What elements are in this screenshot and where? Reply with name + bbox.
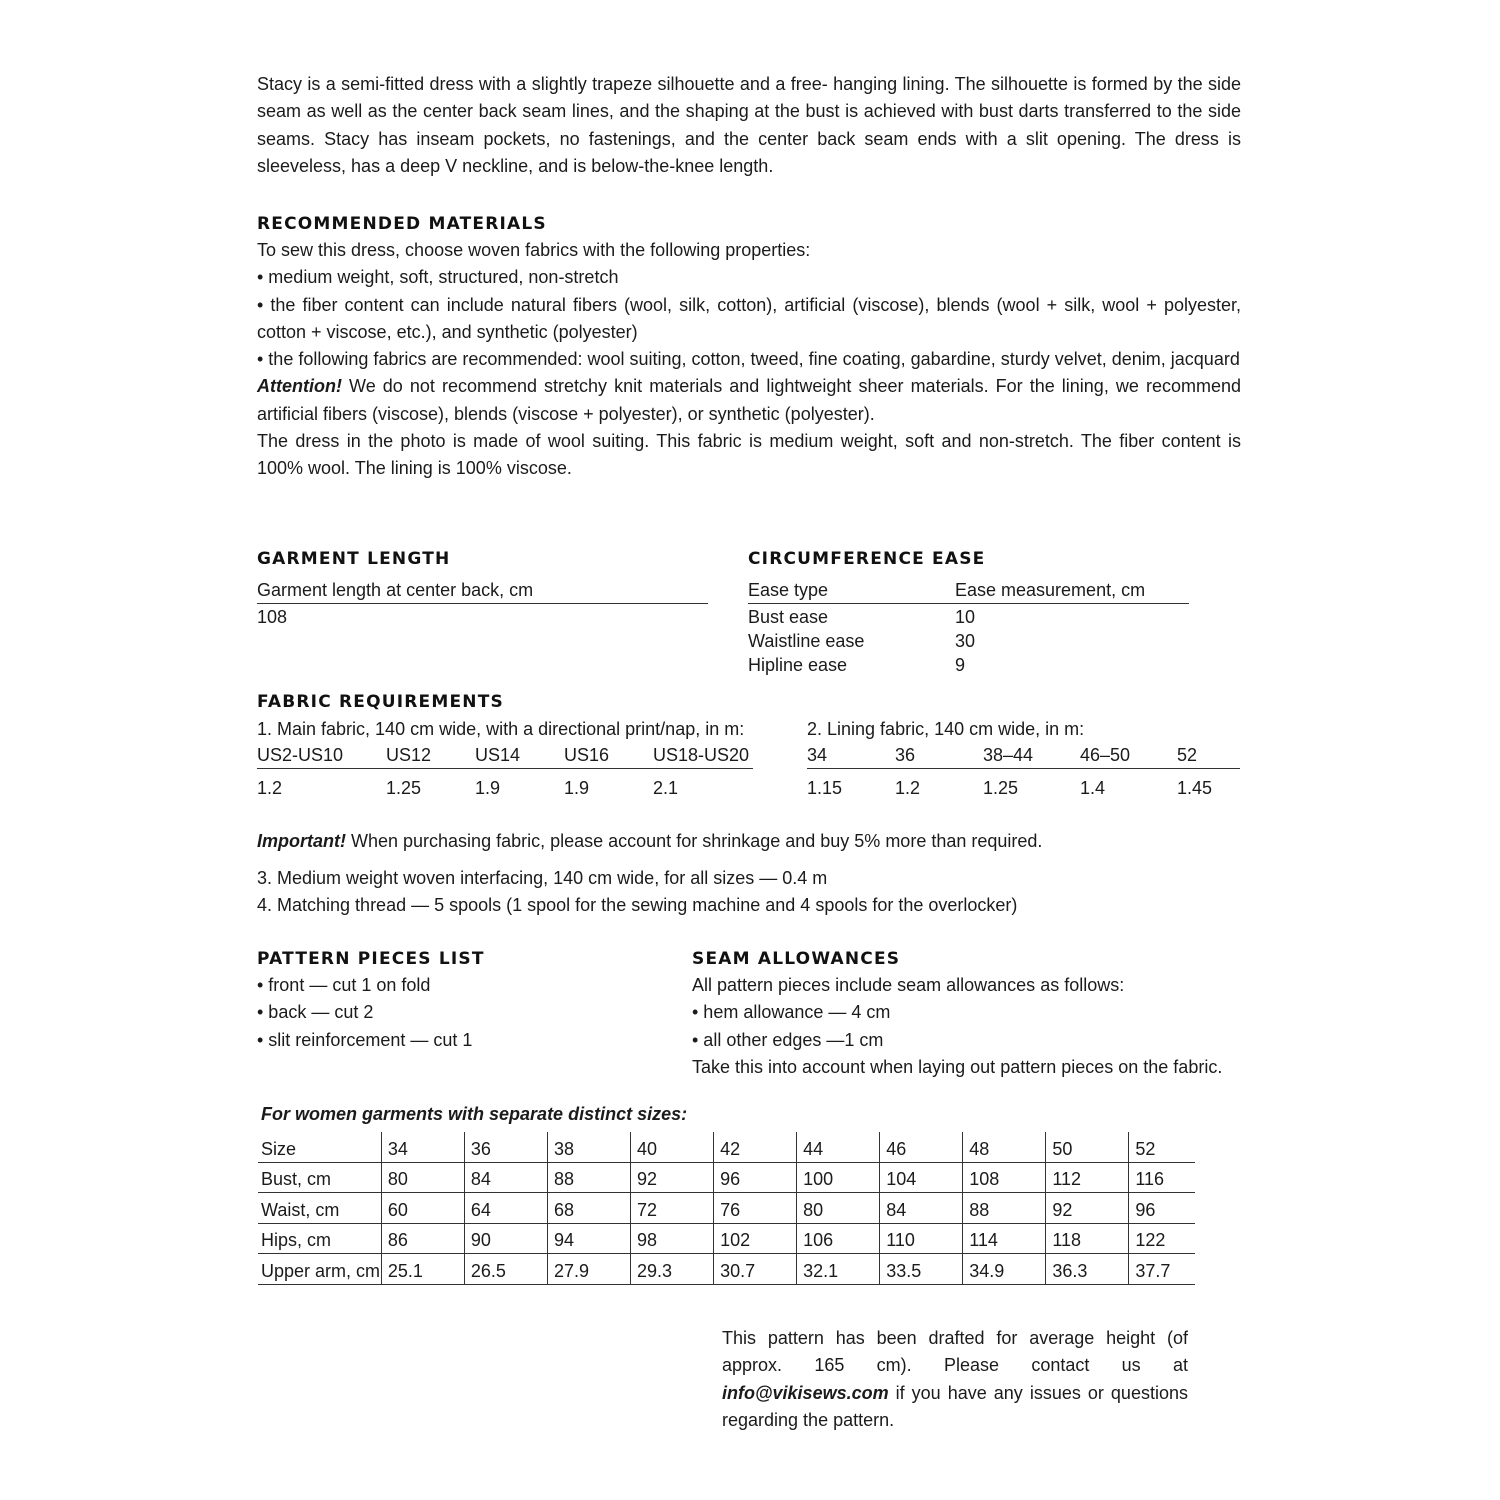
row-label-cell: Upper arm, cm [258, 1254, 381, 1285]
pattern-pieces-heading: PATTERN PIECES LIST [257, 949, 485, 969]
size-cell: 36 [895, 745, 916, 766]
value-cell: 1.2 [895, 778, 921, 799]
size-cell: 52 [1129, 1132, 1195, 1162]
size-cell: 92 [631, 1162, 714, 1193]
size-cell: US16 [564, 745, 610, 766]
size-cell: 100 [797, 1162, 880, 1193]
size-cell: 34 [381, 1132, 464, 1162]
value-cell: 1.45 [1177, 778, 1213, 799]
main-fabric-label: 1. Main fabric, 140 cm wide, with a directional print/nap, in m: [257, 719, 745, 739]
size-cell: US14 [475, 745, 521, 766]
materials-section [257, 213, 1241, 483]
size-cell: 33.5 [880, 1254, 963, 1285]
size-chart-row [258, 1193, 1195, 1224]
value-cell: 1.2 [257, 778, 283, 799]
row-label-cell: Hips, cm [258, 1223, 381, 1254]
materials-bullet: • the fiber content can include natural fibers (wool, silk, cotton), artificial (viscose), blends (wool + silk, wool + polyester, cotton + viscose, etc.), and synthetic (polyester) [257, 294, 1241, 342]
size-cell: 36 [464, 1132, 547, 1162]
pattern-pieces-section [257, 948, 485, 1054]
size-cell: 42 [714, 1132, 797, 1162]
ease-row [748, 653, 1189, 677]
size-cell: 110 [880, 1223, 963, 1254]
size-cell: 25.1 [381, 1254, 464, 1285]
materials-heading: RECOMMENDED MATERIALS [257, 214, 547, 234]
seam-item: • all other edges —1 cm [692, 1029, 884, 1050]
size-cell: 29.3 [631, 1254, 714, 1285]
materials-bullet: • medium weight, soft, structured, non-stretch [257, 267, 619, 288]
size-cell: 86 [381, 1223, 464, 1254]
main-fabric-values [257, 776, 753, 800]
footer-text-end: if you have any issues or questions regarding the pattern. [722, 1382, 1188, 1430]
important-note [257, 828, 1042, 855]
ease-heading: CIRCUMFERENCE EASE [748, 549, 986, 569]
size-cell: 92 [1046, 1193, 1129, 1224]
ease-value: 30 [955, 631, 976, 651]
size-cell: 34.9 [963, 1254, 1046, 1285]
interfacing-item: 3. Medium weight woven interfacing, 140 cm wide, for all sizes — 0.4 m [257, 868, 828, 888]
size-cell: 98 [631, 1223, 714, 1254]
size-cell: 80 [797, 1193, 880, 1224]
value-cell: 1.25 [983, 778, 1019, 799]
attention-note [257, 373, 1241, 428]
fabric-extra-items [257, 865, 1017, 920]
seam-item: • hem allowance — 4 cm [692, 1002, 891, 1023]
row-label-cell: Size [258, 1132, 381, 1162]
size-cell: 38–44 [983, 745, 1034, 766]
size-cell: 46 [880, 1132, 963, 1162]
ease-row [748, 605, 1189, 629]
value-cell: 1.25 [386, 778, 422, 799]
ease-type: Waistline ease [748, 631, 865, 651]
seam-lead: All pattern pieces include seam allowances as follows: [692, 975, 1125, 995]
attention-text: We do not recommend stretchy knit materials and lightweight sheer materials. For the lining, we recommend artificial fibers (viscose), blends (viscose + polyester), or synthetic (polyester). [257, 376, 1241, 424]
garment-length-header: Garment length at center back, cm [257, 578, 708, 604]
size-cell: 96 [714, 1162, 797, 1193]
important-label: Important! [257, 831, 346, 851]
ease-value: 9 [955, 655, 966, 675]
size-header-row [258, 1132, 1195, 1162]
piece-item: • back — cut 2 [257, 1002, 374, 1023]
garment-length-value: 108 [257, 607, 288, 627]
fabric-heading: FABRIC REQUIREMENTS [257, 692, 504, 712]
ease-type: Hipline ease [748, 655, 848, 675]
size-cell: 84 [464, 1162, 547, 1193]
value-cell: 1.9 [564, 778, 590, 799]
size-cell: 64 [464, 1193, 547, 1224]
ease-value: 10 [955, 607, 976, 627]
materials-bullet: • the following fabrics are recommended: wool suiting, cotton, tweed, fine coating, gabardine, sturdy velvet, denim, jacquard [257, 349, 1240, 370]
size-chart-row [258, 1254, 1195, 1285]
lining-fabric-values [807, 776, 1240, 800]
main-fabric-block [257, 716, 753, 800]
important-text: When purchasing fabric, please account for shrinkage and buy 5% more than required. [346, 831, 1043, 851]
size-cell: 30.7 [714, 1254, 797, 1285]
size-chart-table [258, 1132, 1195, 1285]
size-cell: 32.1 [797, 1254, 880, 1285]
size-chart-caption: For women garments with separate distinct sizes: [261, 1104, 688, 1124]
size-cell: 60 [381, 1193, 464, 1224]
seam-allowances-heading: SEAM ALLOWANCES [692, 949, 901, 969]
size-cell: 96 [1129, 1193, 1195, 1224]
size-cell: 37.7 [1129, 1254, 1195, 1285]
size-cell: 112 [1046, 1162, 1129, 1193]
size-cell: 80 [381, 1162, 464, 1193]
size-cell: 76 [714, 1193, 797, 1224]
value-cell: 1.15 [807, 778, 843, 799]
ease-row [748, 629, 1189, 653]
size-cell: 84 [880, 1193, 963, 1224]
size-cell: 72 [631, 1193, 714, 1224]
attention-label: Attention! [257, 376, 342, 397]
footer-note [722, 1325, 1188, 1434]
footer-text: This pattern has been drafted for average height (of approx. 165 cm). Please contact us at [722, 1328, 1188, 1376]
ease-type: Bust ease [748, 607, 829, 627]
size-cell: 50 [1046, 1132, 1129, 1162]
row-label-cell: Waist, cm [258, 1193, 381, 1224]
size-cell: 40 [631, 1132, 714, 1162]
value-cell: 1.9 [475, 778, 501, 799]
size-cell: 122 [1129, 1223, 1195, 1254]
size-cell: 108 [963, 1162, 1046, 1193]
ease-section [748, 548, 1189, 677]
size-cell: 26.5 [464, 1254, 547, 1285]
size-cell: 34 [807, 745, 828, 766]
size-cell: 102 [714, 1223, 797, 1254]
ease-col-type: Ease type [748, 580, 829, 600]
size-cell: US2-US10 [257, 745, 344, 766]
lining-fabric-label: 2. Lining fabric, 140 cm wide, in m: [807, 719, 1085, 739]
thread-item: 4. Matching thread — 5 spools (1 spool for the sewing machine and 4 spools for the overlocker) [257, 895, 1018, 916]
materials-lead: To sew this dress, choose woven fabrics with the following properties: [257, 240, 811, 260]
seam-allowances-section [692, 948, 1222, 1081]
size-cell: 114 [963, 1223, 1046, 1254]
main-fabric-sizes [257, 743, 753, 769]
size-cell: 104 [880, 1162, 963, 1193]
size-cell: US12 [386, 745, 432, 766]
size-cell: 118 [1046, 1223, 1129, 1254]
lining-fabric-block [807, 716, 1240, 800]
size-chart-row [258, 1162, 1195, 1193]
value-cell: 1.4 [1080, 778, 1106, 799]
size-cell: 46–50 [1080, 745, 1131, 766]
size-cell: 36.3 [1046, 1254, 1129, 1285]
lining-fabric-sizes [807, 743, 1240, 769]
intro-paragraph: Stacy is a semi-fitted dress with a slightly trapeze silhouette and a free- hanging lining. The silhouette is formed by the side seam as well as the center back seam lines, and the shaping at the bust is achieved with bust darts transferred to the side seams. Stacy has inseam pockets, no fastenings, and the center back seam ends with a slit opening. The dress is sleeveless, has a deep V neckline, and is below-the-knee length. [257, 74, 1241, 176]
piece-item: • slit reinforcement — cut 1 [257, 1029, 473, 1050]
row-label-cell: Bust, cm [258, 1162, 381, 1193]
garment-length-section [257, 548, 708, 629]
size-cell: 44 [797, 1132, 880, 1162]
size-cell: 88 [547, 1162, 630, 1193]
size-cell: 88 [963, 1193, 1046, 1224]
size-cell: US18-US20 [653, 745, 750, 766]
size-cell: 38 [547, 1132, 630, 1162]
size-cell: 106 [797, 1223, 880, 1254]
size-cell: 116 [1129, 1162, 1195, 1193]
size-chart-row [258, 1223, 1195, 1254]
garment-length-heading: GARMENT LENGTH [257, 549, 451, 569]
size-cell: 94 [547, 1223, 630, 1254]
photo-note: The dress in the photo is made of wool suiting. This fabric is medium weight, soft and non-stretch. The fiber content is 100% wool. The lining is 100% viscose. [257, 431, 1241, 479]
value-cell: 2.1 [653, 778, 679, 799]
size-cell: 48 [963, 1132, 1046, 1162]
contact-email-link[interactable]: info@vikisews.com [722, 1382, 889, 1403]
size-cell: 90 [464, 1223, 547, 1254]
seam-note: Take this into account when laying out pattern pieces on the fabric. [692, 1056, 1223, 1077]
ease-header-row [748, 578, 1189, 604]
piece-item: • front — cut 1 on fold [257, 975, 431, 995]
size-chart-body [258, 1132, 1195, 1284]
ease-col-measurement: Ease measurement, cm [955, 580, 1146, 600]
size-cell: 52 [1177, 745, 1198, 766]
size-cell: 68 [547, 1193, 630, 1224]
size-cell: 27.9 [547, 1254, 630, 1285]
